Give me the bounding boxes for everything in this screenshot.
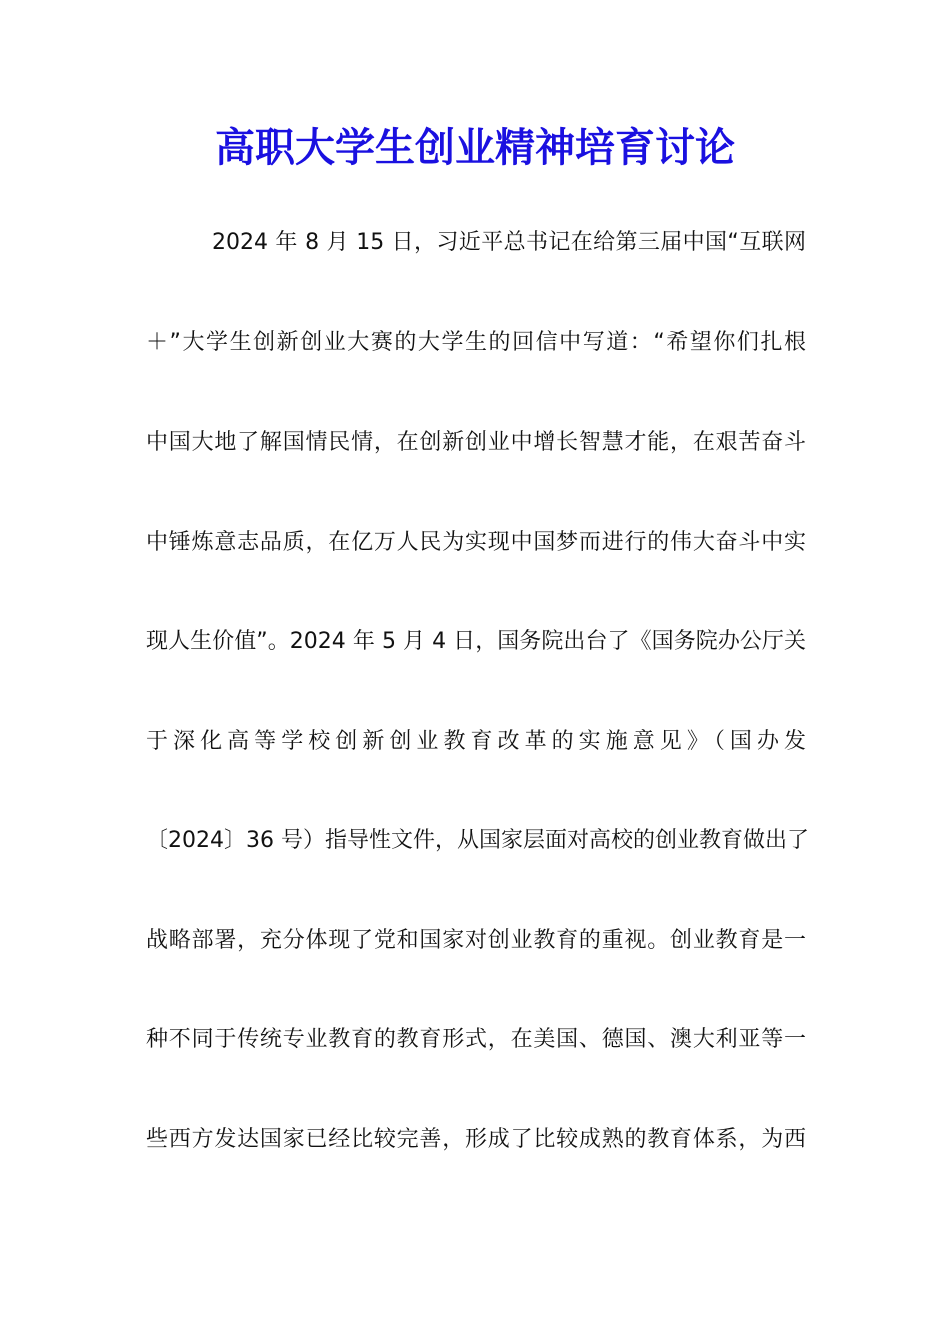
paragraph-line-9: 种不同于传统专业教育的教育形式，在美国、德国、澳大利亚等一 — [146, 1027, 806, 1052]
paragraph-line-2: ＋”大学生创新创业大赛的大学生的回信中写道：“希望你们扎根 — [146, 330, 806, 355]
paragraph-line-4: 中锤炼意志品质，在亿万人民为实现中国梦而进行的伟大奋斗中实 — [146, 530, 806, 555]
paragraph-line-3: 中国大地了解国情民情，在创新创业中增长智慧才能，在艰苦奋斗 — [146, 430, 806, 455]
paragraph-line-1: 2024 年 8 月 15 日，习近平总书记在给第三届中国“互联网 — [212, 230, 806, 255]
paragraph-line-7: 〔2024〕36 号）指导性文件，从国家层面对高校的创业教育做出了 — [146, 828, 809, 853]
paragraph-line-5: 现人生价值”。2024 年 5 月 4 日，国务院出台了《国务院办公厅关 — [146, 629, 806, 654]
paragraph-line-10: 些西方发达国家已经比较完善，形成了比较成熟的教育体系，为西 — [146, 1127, 806, 1152]
document-title: 高职大学生创业精神培育讨论 — [215, 124, 735, 171]
paragraph-line-6: 于深化高等学校创新创业教育改革的实施意见》（国办发 — [146, 729, 806, 754]
paragraph-line-8: 战略部署，充分体现了党和国家对创业教育的重视。创业教育是一 — [146, 928, 806, 953]
